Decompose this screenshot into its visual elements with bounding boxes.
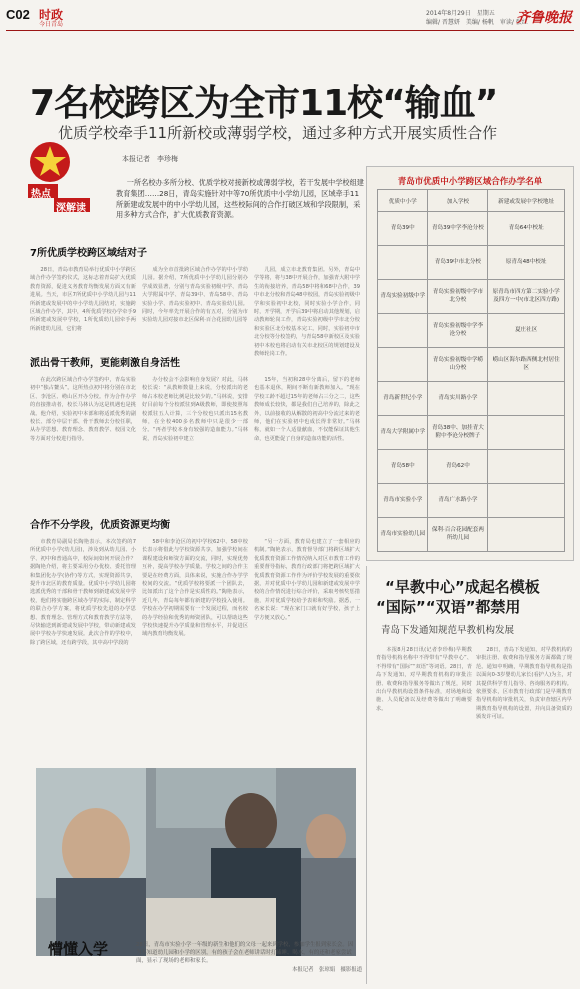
issue-date: 2014年8月29日 星期五 [426,10,495,17]
story2-headline-1: “早教中心”成起名模板 [385,578,540,596]
body-column: 15年，当初和28中分离后，留下的老师也基本退休，期间不断有新教师加入。“现在学校工龄不超过15年的老师占三分之二，这些教师成长较快，都是我们自己培养的，除此之外，以前接收的从解散的初高中分流过来的老师，他们在实验初中也成长得非常好。”马林称，就如一个人适量献血，不仅能保证其他生命，也更能促了自身的造血功能的活性。 [254,377,360,442]
editor-credits: 编辑/ 晋慧妍 美编/ 杨帆 审读/ 张红 [426,19,528,26]
table-row [378,212,565,246]
table-cell: 青岛39中 [378,212,428,246]
table-cell: 青岛39中市北分校 [428,246,488,280]
section-title: 合作不分学段，优质资源更均衡 [30,520,170,531]
table-header-row [378,190,565,212]
table-cell: 保利·百合花园配套两所幼儿园 [428,518,488,552]
body-column: 28日，青岛市教育局举行优质中小学跨区域合作办学签约仪式，这标志着青岛扩大优质教育资源，促进义务教育均衡发展方面又有新进展。当天，市区7所优质中小学幼儿园与11所新建或发展中的中小学幼儿园结对，实施跨区域合作办学，其中，4所优质学校办学牵手9所新建或发展中学校，1所优质幼儿园牵手两所新建幼儿园，它们将 [30,267,136,332]
table-title: 青岛市优质中小学跨区域合作办学名单 [397,177,543,187]
body-column: “另一方面，教育局也建立了一套相应的机制。”陶艳表示，教育督导部门将跨区域扩大优质教育资源工作情况纳入对区市教育工作的重要督导指标，教育行政部门将把跨区域扩大优质教育资源工作作为评价学校发展的重要依据，并对优质中小学幼儿园和新建或发展中学校的合作情况进行综合评价，采取考核奖惩措施，并对优质学校给予表彰和奖励。据悉，一名家长说：“现在家门口就有好学校，孩子上学方便又放心。” [254,539,360,621]
table-cell: 青岛广水路小学 [428,484,488,518]
body-column: 成为全市首批跨区域合作办学的中小学幼儿园。据介绍，7所优质中小学幼儿园分别办学成效显著，分别与青岛实验初级中学、青岛大学附属中学、青岛39中、青岛58中、青岛实验小学、青岛实验初中、青岛实验幼儿园。同时，今年率先开展合作的有五对，分别为市实验幼儿园对接市北区保利·百合花园幼儿园等 [142,267,248,324]
table-cell: 青岛实验初级中学崂山分校 [428,348,488,382]
school-list-box [366,166,574,561]
news-photo [36,768,356,956]
table-cell [488,518,565,552]
table-cell: 原青岛48中校址 [488,246,565,280]
body-column: 办分校会不会影响自身发展？对此，马林校长说：“从教师数量上来说，分校派出的老师占本校老师比例是比较少的。”马林说，安排好目前每个分校派驻到A级教师，即使按照每校派驻五人计算，三个分校也只派出15名教师，在全校400多名教师中只是很少一部分。“再者学校本身有较强的造血能力。”马林说，青岛实验初中建立 [142,377,248,442]
table-cell: 青岛38中、加挂青大附中李沧分校牌子 [428,416,488,450]
badge-line2: 深解读 [56,203,86,214]
photo-caption: 28日，青岛市实验小学一年级的新生和他们的父母一起来到学校，参加学生报到家长会。因为不知道幼儿园和小学的区别，有的孩子会在老师讲话时打瞌睡、喝水，有的还和老家尝试面，显示了现场的老师和家长。 [136,942,354,965]
body-column: 市教育局副局长陶艳表示，本次签约的7所优质中小学(幼儿园)，涉及到从幼儿园、小学、初中和普通高中，校际间如何开展合作？据陶艳介绍，将主要采用分办优校、委托管理和集团化办学(协作)等方式，实现资源共享，提升市北区的教育质量。优质中小学幼儿园将选派优秀的干部和骨干教师到新建或发展中学校，他们将实施跨区域办学的实际，制定科学的联合办学方案，将优质学校先进的办学思想、教育理念、管理方式和教育教学方法等，尽快输送到新建或发展中学校，带动新建或发展中学校办学快速发展。此次合作的学校中，除了跨区域，还有跨学段，其中高中学段的 [30,539,136,646]
table-cell [378,348,428,382]
masthead-rule [6,30,574,31]
table-cell: 夏庄社区 [488,314,565,348]
table-row [378,450,565,484]
body-column: 儿园，成立市北教育集团。另外，青岛中学等将，将与38中开展合作，加强青大附中学生的衔接培养，青岛58中将和68中合作，39中市北分校和青岛48中校园，青岛实验初级中学和实验初中北校，同时实验小学合作，同时，开学期，开学后39中将启动其他规划，启动教师轮岗工作，青岛实验初级中学市北分校和实验区北分校基本完工。同时，实验初中市北分校等分校签约，与青岛58中新校区及实验初中本校也将启动有关市北校区的规划建设及教师轮岗工作。 [254,267,360,358]
table-cell [488,382,565,416]
body-column: 28日，青岛下发通知，对早教机构的审批注册、收费和指导服务方面都做了规范。通知中明确，早期教育指导机构是指以面向0-3岁婴幼儿家长(看护人)为主，对其提供科学育儿指导、咨询服务的机构。依照要求，区市教育行政部门是早期教育指导机构的审批机关，负责审查辖区内早期教育指导机构的设置，并向具备资质的颁发许可证。 [476,647,572,721]
table-row [378,416,565,450]
table-cell: 原青岛市四方第二实验小学及四方一中(市北区四方路) [488,280,565,314]
table-cell: 青岛市实验小学 [378,484,428,518]
section-title: 派出骨干教师，更能刺激自身活性 [30,358,180,369]
table-cell: 青岛大学附属中学 [378,416,428,450]
classroom-photo-icon [36,768,356,956]
section-name: 时政 [39,8,64,22]
table-row [378,382,565,416]
body-column: 在此次跨区域合作办学签约中，青岛实验初中“独占鳌头”。这所热点初中将分别在市北区、李沧区、崂山区开办分校。作为合作办学的直接推动者，校长马林认为这是机遇也是挑战。他介绍，实验初中本部和将适派优秀的副校长、部分中层干部、骨干教师去分校任职，从办学思想、教育理念、教育教学、校园文化等方面对分校进行指导。 [30,377,136,442]
table-cell: 青岛58中 [378,450,428,484]
main-headline: 7名校跨区为全市11校“输血” [30,83,498,124]
newspaper-logo: 齐鲁晚报 [516,10,572,26]
table-row [378,280,565,314]
school-table [377,189,565,552]
table-body [378,212,565,552]
table-cell: 青岛39中学李沧分校 [428,212,488,246]
byline: 本报记者 李珍梅 [122,155,178,163]
table-cell: 青岛实验初级中学 [378,280,428,314]
table-cell: 青岛市实验幼儿园 [378,518,428,552]
section-title: 7所优质学校跨区域结对子 [30,248,147,259]
table-cell [488,416,565,450]
table-row [378,246,565,280]
column-divider [366,566,367,984]
table-cell: 青岛新世纪小学 [378,382,428,416]
table-row [378,314,565,348]
table-cell [488,484,565,518]
table-cell: 青岛实验初级中学李沧分校 [428,314,488,348]
story2-headline-2: “国际”“双语”都禁用 [376,598,521,616]
table-cell: 青岛实川路小学 [428,382,488,416]
photo-tag: 懵懂入学 [48,940,109,958]
column-header: 加入学校 [428,190,488,212]
section-subtitle: 今日青岛 [39,21,64,28]
table-cell: 青岛64中校址 [488,212,565,246]
page-masthead [6,6,574,28]
body-column: 本报8月28日讯(记者李珍梅)早期教育指导机构名称中不得带有“早教中心”、不得带有“国际”“双语”等词语。28日，青岛下发通知，对早期教育机构的审批注册、收费和指导服务等做出了规范，同时出台早教机构设置条件标准，对场地和设施、人员配备以及经费等做出了明确要求。 [376,647,472,712]
main-subhead: 优质学校牵手11所新校或薄弱学校，通过多种方式开展实质性合作 [58,124,498,142]
table-cell [488,450,565,484]
badge-line1: 热点 [31,189,51,200]
table-cell [378,314,428,348]
lead-paragraph: 一所名校办多所分校、优质学校对接新校或薄弱学校，若干发展中学校组建教育集团……28日，青岛实施针对中等70所优质中小学幼儿园，区域牵手11所新建或发展中的中小学幼儿园，这些校际间的合作打破区域和学段限制，采用多种方式合作，扩大优质教育资源。 [116,178,364,220]
column-header: 新建或发展中学校地址 [488,190,565,212]
body-column: 58中和李沧区的初中学校62中、58中校长表示将借此与学校资源共享，加强学校间在课程建设和师资方面的交流，同时，实现优势互补，提高学校办学质量。学校之间的合作主要是在经费方面，具体来说，实施合作办学学校间的交流。“优质学校将要派一个团队去，比如派出了这个合作是实质性的。”陶艳表示，近几年，青岛每年都有新建的学校投入使用。学校在办学初期需要有一个发展过程，而名校的办学经验和优秀的师资团队，可以帮助这些学校快速提升办学质量和管理水平，并促进区域内教育均衡发展。 [142,539,248,638]
table-cell: 青岛62中 [428,450,488,484]
table-cell: 崂山区海尔路西侧北村居住区 [488,348,565,382]
table-row [378,348,565,382]
photo-credit: 本报记者 张琼娟 摄影报道 [292,967,363,973]
story2-subhead: 青岛下发通知规范早教机构发展 [381,625,515,636]
table-row [378,484,565,518]
table-cell [378,246,428,280]
hot-topic-badge [28,140,92,220]
table-cell: 青岛实验初级中学市北分校 [428,280,488,314]
page-code: C02 [6,7,30,22]
column-header: 优质中小学 [378,190,428,212]
table-row [378,518,565,552]
